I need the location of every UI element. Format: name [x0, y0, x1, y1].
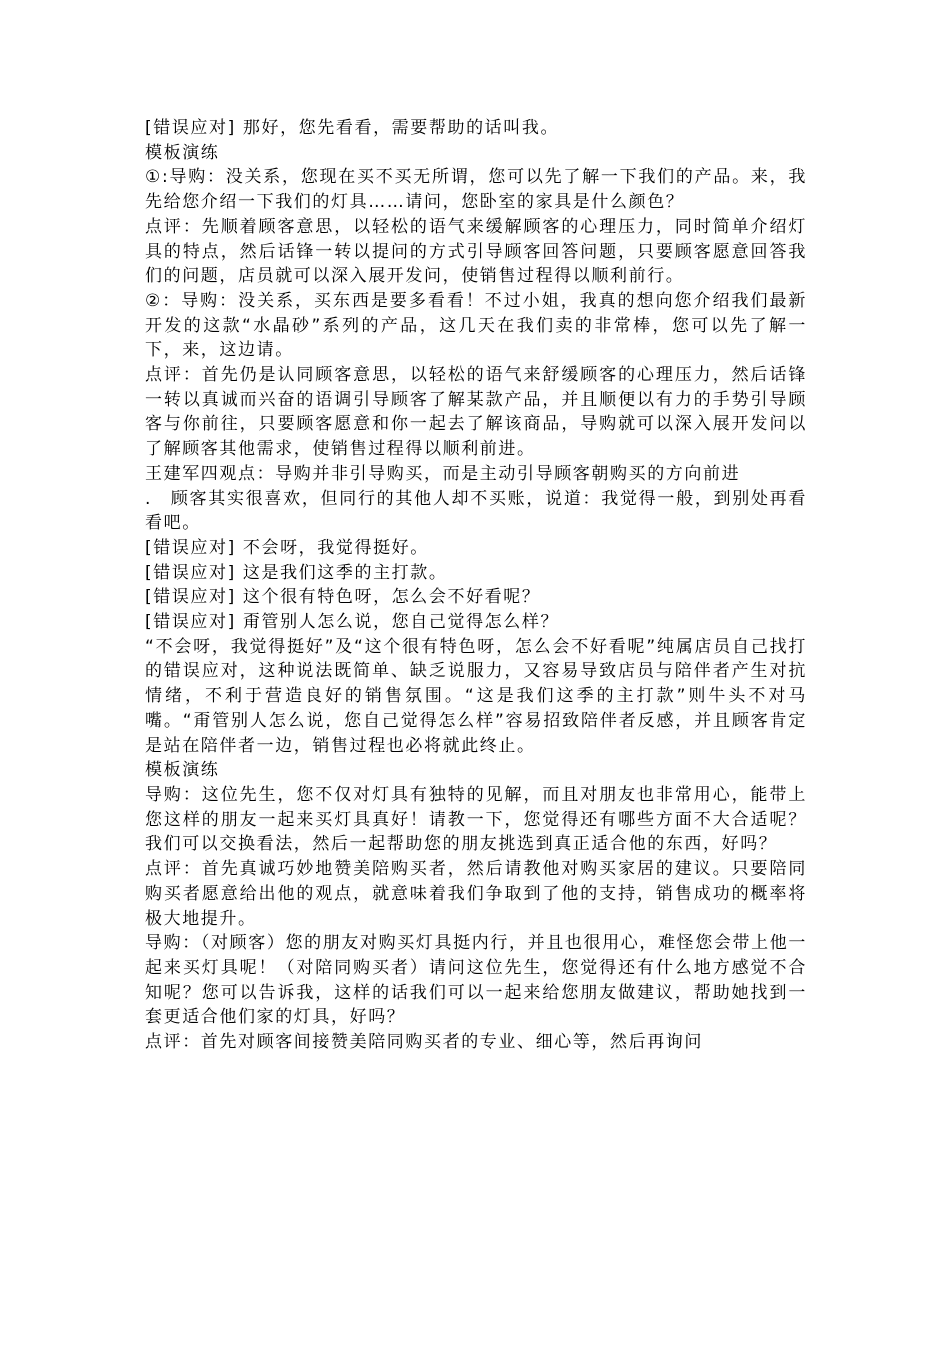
wrong-response-line: [错误应对] 甭管别人怎么说，您自己觉得怎么样？ — [145, 612, 560, 633]
section-heading: 模板演练 — [145, 142, 220, 163]
script-example: ②：导购：没关系，买东西是要多看看！不过小姐，我真的想向您介绍我们最新开发的这款“水晶砂”系列的产品，这几天在我们卖的非常棒，您可以先了解一下，来，这边请。 — [145, 290, 807, 361]
commentary: 点评：首先真诚巧妙地赞美陪购买者，然后请教他对购买家居的建议。只要陪同购买者愿意给出他的观点，就意味着我们争取到了他的支持，销售成功的概率将极大地提升。 — [145, 859, 807, 929]
script-example: 导购：（对顾客）您的朋友对购买灯具挺内行，并且也很用心，难怪您会带上他一起来买灯具呢！（对陪同购买者）请问这位先生，您觉得还有什么地方感觉不合知呢？您可以告诉我，这样的话我们可以一起来给您朋友做建议，帮助她找到一套更适合他们家的灯具，好吗？ — [145, 933, 807, 1028]
commentary: 点评：首先对顾客间接赞美陪同购买者的专业、细心等，然后再询问 — [145, 1032, 703, 1053]
scenario: . 顾客其实很喜欢，但同行的其他人却不买账，说道：我觉得一般，到别处再看看吧。 — [145, 488, 807, 534]
script-example: ①:导购：没关系，您现在买不买无所谓，您可以先了解一下我们的产品。来，我先给您介绍一下我们的灯具……请问，您卧室的家具是什么颜色？ — [145, 167, 807, 213]
document-body — [145, 116, 807, 1055]
viewpoint: 王建军四观点：导购并非引导购买，而是主动引导顾客朝购买的方向前进 — [145, 463, 741, 484]
section-heading: 模板演练 — [145, 760, 220, 781]
wrong-response-line: [错误应对] 不会呀，我觉得挺好。 — [145, 537, 429, 558]
script-example: 导购：这位先生，您不仅对灯具有独特的见解，而且对朋友也非常用心，能带上您这样的朋友一起来买灯具真好！请教一下，您觉得还有哪些方面不大合适呢？我们可以交换看法，然后一起帮助您的朋友挑选到真正适合他的东西，好吗？ — [145, 784, 807, 855]
wrong-response-line: [错误应对] 这是我们这季的主打款。 — [145, 562, 448, 583]
commentary: 点评：先顺着顾客意思，以轻松的语气来缓解顾客的心理压力，同时简单介绍灯具的特点，然后话锋一转以提问的方式引导顾客回答问题，只要顾客愿意回答我们的问题，店员就可以深入展开发问，使销售过程得以顺利前行。 — [145, 216, 807, 287]
commentary: 点评：首先仍是认同顾客意思，以轻松的语气来舒缓顾客的心理压力，然后话锋一转以真诚而兴奋的语调引导顾客了解某款产品，并且顺便以有力的手势引导顾客与你前往，只要顾客愿意和你一起去了解该商品，导购就可以深入展开发问以了解顾客其他需求，使销售过程得以顺利前进。 — [145, 365, 807, 460]
wrong-response-line: [错误应对] 那好，您先看看，需要帮助的话叫我。 — [145, 118, 560, 138]
wrong-response-line: [错误应对] 这个很有特色呀，怎么会不好看呢？ — [145, 587, 541, 608]
analysis: “不会呀，我觉得挺好”及“这个很有特色呀，怎么会不好看呢”纯属店员自己找打的错误应对，这种说法既简单、缺乏说服力，又容易导致店员与陪伴者产生对抗情绪，不利于营造良好的销售氛围。“这是我们这季的主打款”则牛头不对马嘴。“甭管别人怎么说，您自己觉得怎么样”容易招致陪伴者反感，并且顾客肯定是站在陪伴者一边，销售过程也必将就此终止。 — [145, 636, 807, 756]
